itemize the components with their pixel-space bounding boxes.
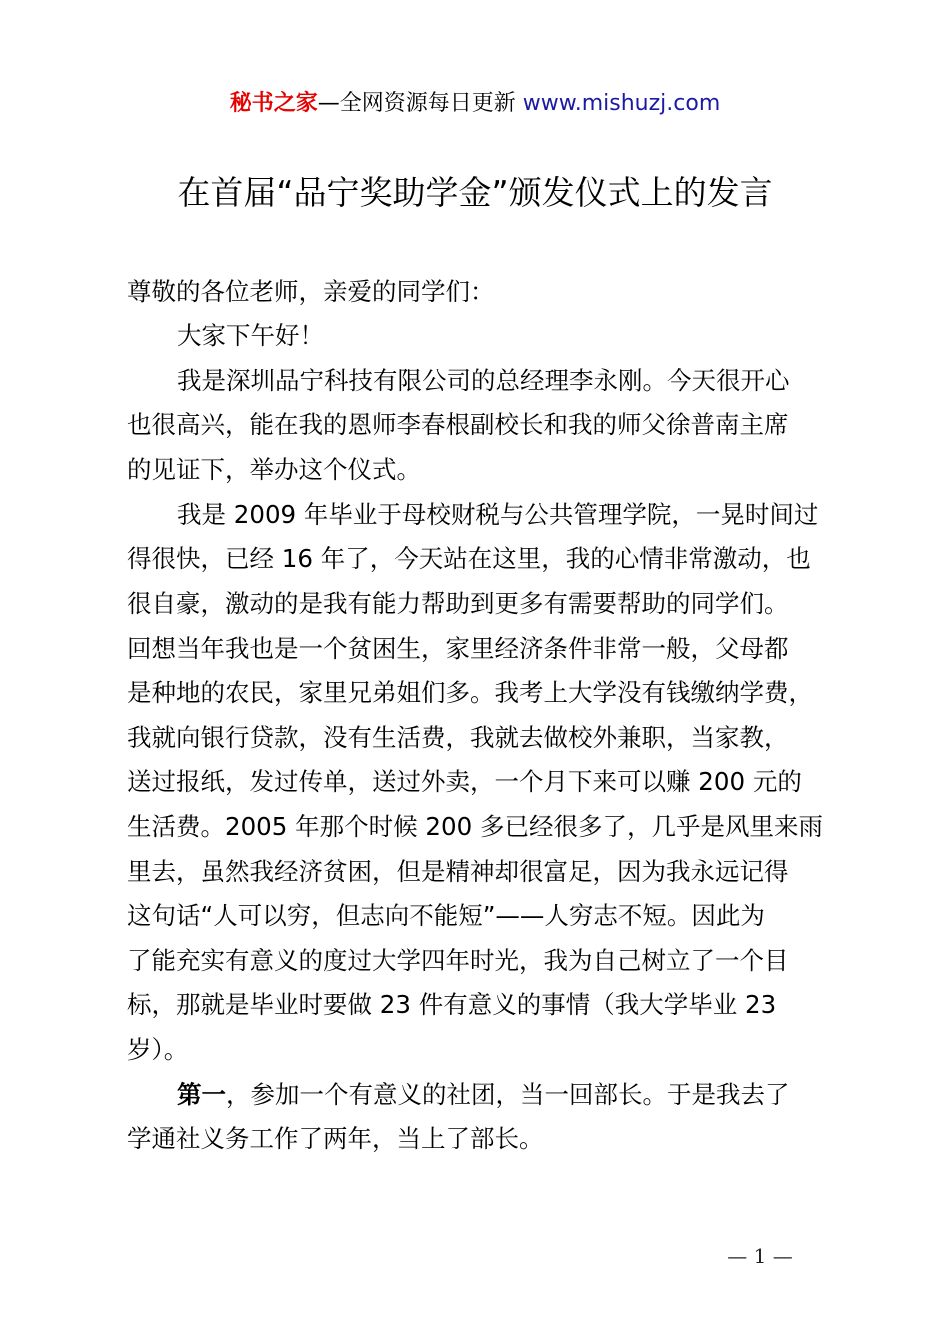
site-header	[0, 88, 950, 120]
body-line: 生活费。2005 年那个时候 200 多已经很多了，几乎是风里来雨	[127, 812, 823, 841]
greeting: 大家下午好！	[177, 321, 324, 350]
body-line: 了能充实有意义的度过大学四年时光，我为自己树立了一个目	[127, 946, 789, 975]
body-line: 里去，虽然我经济贫困，但是精神却很富足，因为我永远记得	[127, 857, 789, 886]
body-line: 我是 2009 年毕业于母校财税与公共管理学院，一晃时间过	[177, 500, 819, 529]
document-title: 在首届“品宁奖助学金”颁发仪式上的发言	[177, 173, 773, 212]
body-line: 也很高兴，能在我的恩师李春根副校长和我的师父徐普南主席	[127, 410, 789, 439]
body-line: 回想当年我也是一个贫困生，家里经济条件非常一般，父母都	[127, 634, 789, 663]
body-line	[177, 1079, 790, 1111]
brand-name: 秘书之家	[229, 91, 318, 116]
body-line: 送过报纸，发过传单，送过外卖，一个月下来可以赚 200 元的	[127, 767, 802, 796]
body-line: 我就向银行贷款，没有生活费，我就去做校外兼职，当家教，	[127, 723, 789, 752]
body-line: 很自豪，激动的是我有能力帮助到更多有需要帮助的同学们。	[127, 589, 789, 618]
body-line: 岁）。	[127, 1035, 189, 1064]
body-line: 这句话“人可以穷，但志向不能短”——人穷志不短。因此为	[127, 901, 765, 930]
body-line: 我是深圳品宁科技有限公司的总经理李永刚。今天很开心	[177, 366, 790, 395]
body-line: 得很快，已经 16 年了，今天站在这里，我的心情非常激动，也	[127, 544, 811, 573]
body-line: 标，那就是毕业时要做 23 件有意义的事情（我大学毕业 23	[127, 990, 777, 1019]
site-url-link[interactable]: www.mishuzj.com	[522, 91, 721, 116]
salutation: 尊敬的各位老师，亲爱的同学们：	[127, 277, 495, 306]
body-line: 是种地的农民，家里兄弟姐们多。我考上大学没有钱缴纳学费，	[127, 678, 813, 707]
page-number: — 1 —	[727, 1244, 793, 1268]
body-line-text: ，参加一个有意义的社团，当一回部长。于是我去了	[226, 1080, 790, 1109]
header-tagline: —全网资源每日更新	[317, 91, 523, 116]
body-line: 学通社义务工作了两年，当上了部长。	[127, 1124, 544, 1153]
bold-lead: 第一	[177, 1080, 226, 1109]
body-line: 的见证下，举办这个仪式。	[127, 455, 421, 484]
